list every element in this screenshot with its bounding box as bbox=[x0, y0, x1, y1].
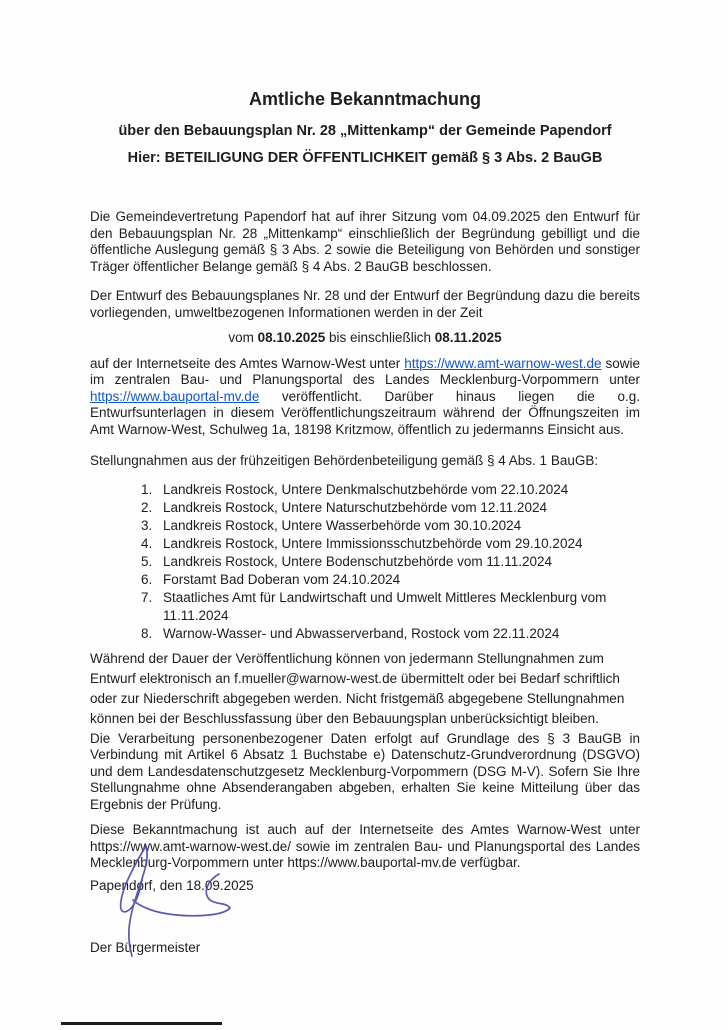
list-item-forstamt: 6. Forstamt Bad Doberan vom 24.10.2024 bbox=[156, 571, 640, 589]
date-line-prefix: vom bbox=[228, 330, 258, 345]
list-item-stalu: 7. Staatliches Amt für Landwirtschaft und Umwelt Mittleres Mecklenburg vom 11.11.2024 bbox=[156, 589, 640, 625]
place-and-date: Papendorf, den 18.09.2025 bbox=[90, 877, 254, 893]
paragraph-data-protection: Die Verarbeitung personenbezogener Daten erfolgt auf Grundlage des § 3 BauGB in Verbindung mit Artikel 6 Absatz 1 Buchstabe e) Datenschutz-Grundverordnung (DSGVO) und dem Landesdatenschutzgesetz Mecklenburg-Vorpommern (DSG M-V). Sofern Sie Ihre Stellungnahme ohne Absenderangaben abgeben, erhalten Sie keine Mitteilung über das Ergebnis der Prüfung. bbox=[90, 730, 640, 812]
paragraph-availability: Diese Bekanntmachung ist auch auf der Internetseite des Amtes Warnow-West unter https://www.amt-warnow-west.de/ sowie im zentralen Bau- und Planungsportal des Landes Mecklenburg-Vorpommern unter https://www.bauportal-mv.de verfügbar. bbox=[90, 822, 640, 870]
date-line-middle: bis einschließlich bbox=[325, 330, 435, 345]
scan-edge-mark bbox=[61, 1022, 222, 1025]
paragraph-publication-locations bbox=[90, 356, 640, 439]
statements-list-intro: Stellungnahmen aus der frühzeitigen Behördenbeteiligung gemäß § 4 Abs. 1 BauGB: bbox=[90, 453, 599, 468]
link-bauportal-mv[interactable]: https://www.bauportal-mv.de bbox=[90, 388, 260, 404]
publication-text-2: sowie im zentralen Bau- und Planungsportal des Landes Mecklenburg-Vorpommern unter bbox=[90, 355, 641, 387]
list-item-wwav: 8. Warnow-Wasser- und Abwasserverband, Rostock vom 22.11.2024 bbox=[156, 625, 640, 643]
list-item-immissionsschutz: 4. Landkreis Rostock, Untere Immissionsschutzbehörde vom 29.10.2024 bbox=[156, 535, 640, 553]
signer-title: Der Bürgermeister bbox=[90, 940, 201, 955]
page-title: Amtliche Bekanntmachung bbox=[248, 89, 482, 109]
publication-end-date: 08.11.2025 bbox=[434, 330, 502, 345]
publication-date-line bbox=[90, 330, 640, 347]
paragraph-draft-period-intro: Der Entwurf des Bebauungsplanes Nr. 28 und der Entwurf der Begründung dazu die bereits vorliegenden, umweltbezogenen Informationen werden in der Zeit bbox=[90, 288, 640, 320]
publication-text-3: veröffentlicht. Darüber hinaus liegen die o.g. Entwurfsunterlagen in diesem Veröffentlichungszeitraum während der Öffnungszeiten im Amt Warnow-West, Schulweg 1a, 18198 Kritzmow, öffentlich zu jedermanns Einsicht aus. bbox=[90, 388, 640, 437]
publication-text-1: auf der Internetseite des Amtes Warnow-West unter bbox=[90, 355, 405, 371]
publication-start-date: 08.10.2025 bbox=[257, 330, 326, 345]
list-item-bodenschutz: 5. Landkreis Rostock, Untere Bodenschutzbehörde vom 11.11.2024 bbox=[156, 553, 640, 571]
list-item-denkmalschutz: 1. Landkreis Rostock, Untere Denkmalschutzbehörde vom 22.10.2024 bbox=[156, 481, 640, 499]
list-item-naturschutz: 2. Landkreis Rostock, Untere Naturschutzbehörde vom 12.11.2024 bbox=[156, 499, 640, 517]
document-subtitle-plan: über den Bebauungsplan Nr. 28 „Mittenkamp“ der Gemeinde Papendorf bbox=[118, 123, 612, 139]
paragraph-statement-submission: Während der Dauer der Veröffentlichung können von jedermann Stellungnahmen zum Entwurf elektronisch an f.mueller@warnow-west.de übermittelt oder bei Bedarf schriftlich oder zur Niederschrift abgegeben werden. Nicht fristgemäß abgegebene Stellungnahmen können bei der Beschlussfassung über den Bebauungsplan unberücksichtigt bleiben. bbox=[90, 650, 625, 726]
document-subtitle-hier: Hier: BETEILIGUNG DER ÖFFENTLICHKEIT gemäß § 3 Abs. 2 BauGB bbox=[127, 150, 603, 166]
authority-statements-list bbox=[90, 481, 640, 643]
paragraph-resolution: Die Gemeindevertretung Papendorf hat auf ihrer Sitzung vom 04.09.2025 den Entwurf für den Bebauungsplan Nr. 28 „Mittenkamp“ einschließlich der Begründung gebilligt und die öffentliche Auslegung gemäß § 3 Abs. 2 sowie die Beteiligung von Behörden und sonstiger Träger öffentlicher Belange gemäß § 4 Abs. 2 BauGB beschlossen. bbox=[90, 209, 640, 274]
link-amt-warnow-west[interactable]: https://www.amt-warnow-west.de bbox=[404, 355, 602, 371]
list-item-wasserbehoerde: 3. Landkreis Rostock, Untere Wasserbehörde vom 30.10.2024 bbox=[156, 517, 640, 535]
